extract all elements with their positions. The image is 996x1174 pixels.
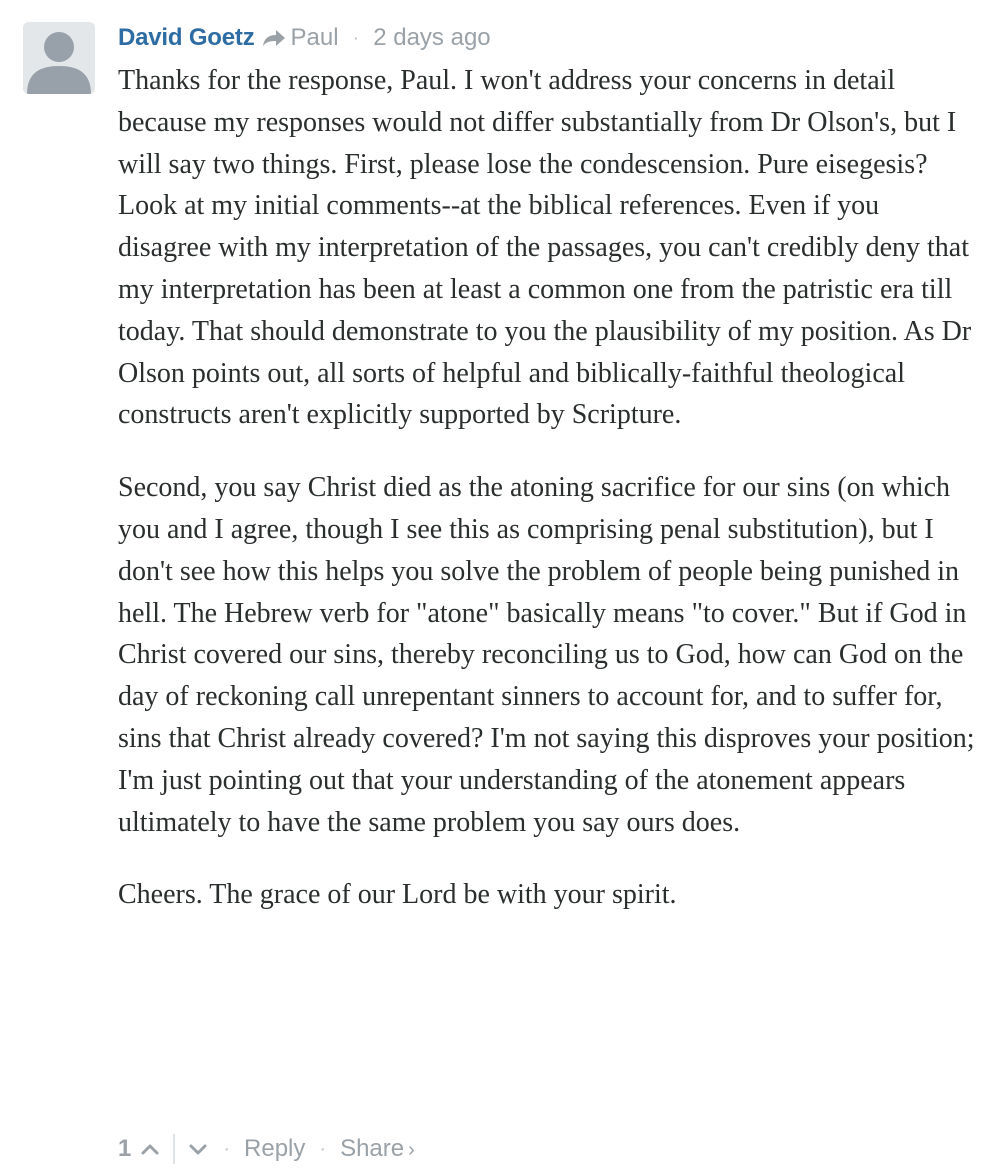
reply-arrow-icon [261, 28, 287, 48]
share-label: Share [340, 1135, 405, 1162]
upvote-icon[interactable] [139, 1138, 161, 1160]
reply-button[interactable]: Reply [244, 1135, 306, 1162]
vote-divider [173, 1134, 175, 1164]
comment-body [118, 60, 978, 916]
footer-separator: · [223, 1137, 231, 1160]
share-caret-icon: › [408, 1139, 415, 1161]
comment-header [118, 20, 491, 56]
author-name[interactable]: David Goetz [118, 24, 255, 51]
timestamp[interactable]: 2 days ago [373, 24, 491, 51]
vote-count: 1 [118, 1135, 132, 1162]
comment-paragraph-3: Cheers. The grace of our Lord be with your spirit. [118, 879, 677, 911]
share-button[interactable] [340, 1135, 415, 1163]
header-separator: · [352, 26, 360, 49]
comment-footer [118, 1130, 415, 1168]
in-reply-to-user[interactable]: Paul [290, 24, 339, 51]
avatar[interactable] [23, 22, 95, 94]
comment-paragraph-2: Second, you say Christ died as the atoning sacrifice for our sins (on which you and I agree, though I see this as comprising penal substitution), but I don't see how this helps you solve the problem of people being punished in hell. The Hebrew verb for "atone" basically means "to cover." But if God in Christ covered our sins, thereby reconciling us to God, how can God on the day of reckoning call unrepentant sinners to account for, and to suffer for, sins that Christ already covered? I'm not saying this disproves your position; I'm just pointing out that your understanding of the atonement appears ultimately to have the same problem you say ours does. [118, 472, 975, 838]
footer-separator: · [319, 1137, 327, 1160]
default-avatar-icon [23, 22, 95, 94]
comment-paragraph-1: Thanks for the response, Paul. I won't address your concerns in detail because my responses would not differ substantially from Dr Olson's, but I will say two things. First, please lose the condescension. Pure eisegesis? Look at my initial comments--at the biblical references. Even if you disagree with my interpretation of the passages, you can't credibly deny that my interpretation has been at least a common one from the patristic era till today. That should demonstrate to you the plausibility of my position. As Dr Olson points out, all sorts of helpful and biblically-faithful theological constructs aren't explicitly supported by Scripture. [118, 65, 972, 431]
downvote-icon[interactable] [187, 1138, 209, 1160]
